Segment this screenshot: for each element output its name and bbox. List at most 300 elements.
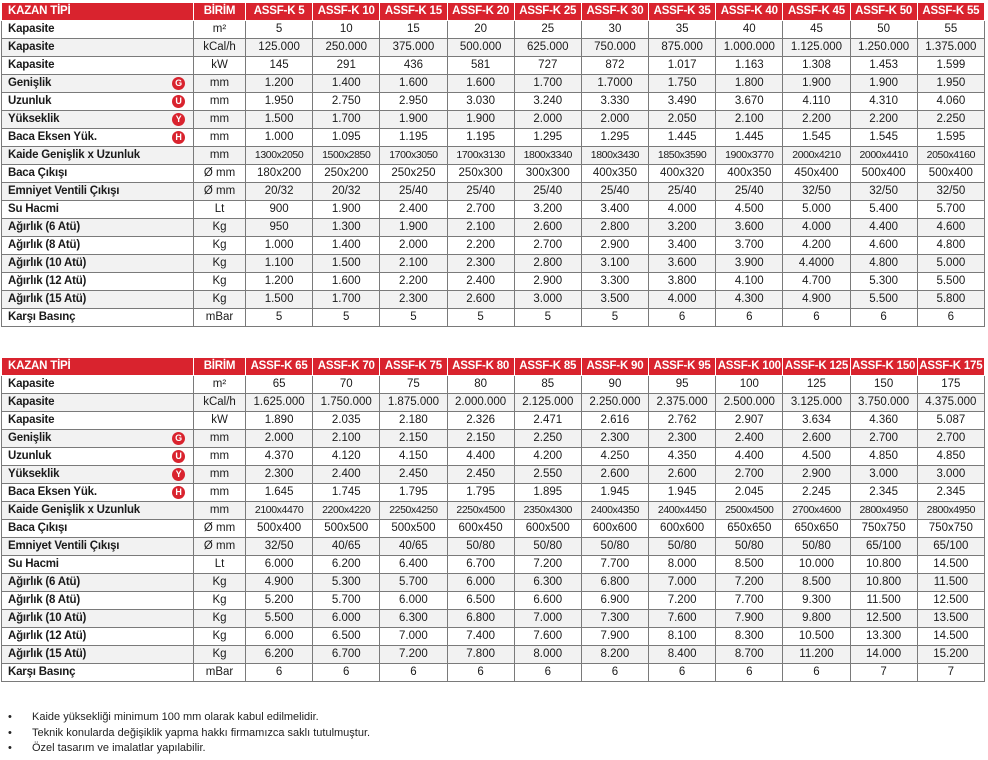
value-cell: 7.900	[716, 610, 783, 628]
unit-cell: mm	[194, 111, 246, 129]
value-cell: 1.453	[850, 57, 917, 75]
column-header-model: ASSF-K 65	[246, 358, 313, 376]
value-cell: 6.300	[380, 610, 447, 628]
value-cell: 6.200	[313, 556, 380, 574]
value-cell: 180x200	[246, 165, 313, 183]
value-cell: 4.400	[850, 219, 917, 237]
value-cell: 2.000	[514, 111, 581, 129]
value-cell: 4.350	[649, 448, 716, 466]
value-cell: 90	[581, 376, 648, 394]
value-cell: 600x600	[649, 520, 716, 538]
value-cell: 5.800	[917, 291, 984, 309]
row-label-text: Karşı Basınç	[8, 311, 76, 323]
value-cell: 1.600	[447, 75, 514, 93]
row-label	[2, 309, 194, 327]
table-row	[2, 484, 985, 502]
row-label	[2, 57, 194, 75]
table-row	[2, 291, 985, 309]
value-cell: 6.500	[313, 628, 380, 646]
value-cell: 100	[716, 376, 783, 394]
value-cell: 4.000	[649, 201, 716, 219]
value-cell: 2.471	[514, 412, 581, 430]
value-cell: 8.100	[649, 628, 716, 646]
row-label	[2, 21, 194, 39]
value-cell: 4.360	[850, 412, 917, 430]
row-label	[2, 183, 194, 201]
row-label	[2, 93, 194, 111]
value-cell: 4.120	[313, 448, 380, 466]
value-cell: 650x650	[783, 520, 850, 538]
value-cell: 1.700	[313, 291, 380, 309]
value-cell: 2.200	[380, 273, 447, 291]
table-row	[2, 147, 985, 165]
row-label	[2, 592, 194, 610]
value-cell: 95	[649, 376, 716, 394]
value-cell: 4.700	[783, 273, 850, 291]
row-label-text: Kapasite	[8, 23, 55, 35]
value-cell: 8.500	[783, 574, 850, 592]
unit-cell: mm	[194, 147, 246, 165]
value-cell: 6	[850, 309, 917, 327]
value-cell: 2800x4950	[917, 502, 984, 520]
value-cell: 2.250	[917, 111, 984, 129]
value-cell: 3.490	[649, 93, 716, 111]
value-cell: 3.200	[514, 201, 581, 219]
value-cell: 2.326	[447, 412, 514, 430]
value-cell: 3.300	[581, 273, 648, 291]
value-cell: 2.050	[649, 111, 716, 129]
value-cell: 500x500	[313, 520, 380, 538]
value-cell: 3.700	[716, 237, 783, 255]
value-cell: 2.907	[716, 412, 783, 430]
table-row	[2, 466, 985, 484]
value-cell: 50/80	[447, 538, 514, 556]
value-cell: 14.000	[850, 646, 917, 664]
value-cell: 1.945	[649, 484, 716, 502]
unit-cell: Kg	[194, 592, 246, 610]
value-cell: 1.445	[649, 129, 716, 147]
value-cell: 5	[380, 309, 447, 327]
value-cell: 40/65	[380, 538, 447, 556]
header-row	[2, 3, 985, 21]
row-label-text: Kapasite	[8, 378, 55, 390]
value-cell: 2.100	[313, 430, 380, 448]
value-cell: 7.800	[447, 646, 514, 664]
unit-cell: m²	[194, 376, 246, 394]
value-cell: 4.110	[783, 93, 850, 111]
table-row	[2, 93, 985, 111]
value-cell: 1.625.000	[246, 394, 313, 412]
row-label	[2, 610, 194, 628]
value-cell: 400x350	[716, 165, 783, 183]
value-cell: 25	[514, 21, 581, 39]
value-cell: 500x400	[850, 165, 917, 183]
unit-cell: Kg	[194, 610, 246, 628]
value-cell: 2.375.000	[649, 394, 716, 412]
value-cell: 2400x4450	[649, 502, 716, 520]
value-cell: 6.600	[514, 592, 581, 610]
unit-cell: Kg	[194, 574, 246, 592]
table-row	[2, 520, 985, 538]
value-cell: 600x450	[447, 520, 514, 538]
column-header-model: ASSF-K 95	[649, 358, 716, 376]
value-cell: 8.500	[716, 556, 783, 574]
value-cell: 4.500	[783, 448, 850, 466]
unit-cell: mm	[194, 129, 246, 147]
table-row	[2, 129, 985, 147]
value-cell: 32/50	[246, 538, 313, 556]
column-header-model: ASSF-K 35	[649, 3, 716, 21]
value-cell: 4.370	[246, 448, 313, 466]
value-cell: 3.240	[514, 93, 581, 111]
column-header-type: KAZAN TİPİ	[2, 3, 194, 21]
value-cell: 3.030	[447, 93, 514, 111]
row-label	[2, 147, 194, 165]
unit-cell: Kg	[194, 646, 246, 664]
value-cell: 5.700	[380, 574, 447, 592]
value-cell: 125.000	[246, 39, 313, 57]
value-cell: 3.500	[581, 291, 648, 309]
row-label	[2, 129, 194, 147]
row-label	[2, 430, 194, 448]
row-label	[2, 201, 194, 219]
value-cell: 6.400	[380, 556, 447, 574]
value-cell: 4.000	[649, 291, 716, 309]
value-cell: 750x750	[917, 520, 984, 538]
column-header-model: ASSF-K 15	[380, 3, 447, 21]
value-cell: 900	[246, 201, 313, 219]
value-cell: 1.295	[581, 129, 648, 147]
value-cell: 25/40	[447, 183, 514, 201]
dimension-badge: Y	[172, 468, 185, 481]
value-cell: 1.795	[447, 484, 514, 502]
value-cell: 250x200	[313, 165, 380, 183]
row-label	[2, 165, 194, 183]
dimension-badge: H	[172, 486, 185, 499]
value-cell: 5.700	[917, 201, 984, 219]
value-cell: 1.300	[313, 219, 380, 237]
value-cell: 4.900	[246, 574, 313, 592]
value-cell: 25/40	[380, 183, 447, 201]
value-cell: 175	[917, 376, 984, 394]
value-cell: 2.100	[447, 219, 514, 237]
table-row	[2, 664, 985, 682]
unit-cell: Ø mm	[194, 520, 246, 538]
value-cell: 9.300	[783, 592, 850, 610]
row-label-text: Ağırlık (12 Atü)	[8, 275, 87, 287]
value-cell: 70	[313, 376, 380, 394]
value-cell: 2.345	[850, 484, 917, 502]
value-cell: 6.000	[380, 592, 447, 610]
column-header-model: ASSF-K 25	[514, 3, 581, 21]
value-cell: 5.500	[850, 291, 917, 309]
value-cell: 5.300	[850, 273, 917, 291]
value-cell: 1.7000	[581, 75, 648, 93]
value-cell: 7.700	[716, 592, 783, 610]
value-cell: 1.195	[380, 129, 447, 147]
value-cell: 4.850	[850, 448, 917, 466]
unit-cell: mBar	[194, 664, 246, 682]
value-cell: 4.300	[716, 291, 783, 309]
row-label	[2, 556, 194, 574]
value-cell: 950	[246, 219, 313, 237]
value-cell: 1.595	[917, 129, 984, 147]
unit-cell: mm	[194, 93, 246, 111]
value-cell: 1.950	[246, 93, 313, 111]
dimension-badge: G	[172, 432, 185, 445]
value-cell: 3.400	[581, 201, 648, 219]
row-label	[2, 484, 194, 502]
value-cell: 450x400	[783, 165, 850, 183]
value-cell: 5.200	[246, 592, 313, 610]
column-header-model: ASSF-K 50	[850, 3, 917, 21]
value-cell: 11.200	[783, 646, 850, 664]
value-cell: 125	[783, 376, 850, 394]
value-cell: 2.900	[581, 237, 648, 255]
row-label-text: Kapasite	[8, 59, 55, 71]
value-cell: 1700x3130	[447, 147, 514, 165]
row-label	[2, 394, 194, 412]
value-cell: 10.500	[783, 628, 850, 646]
value-cell: 1.000.000	[716, 39, 783, 57]
unit-cell: mm	[194, 448, 246, 466]
value-cell: 1.700	[313, 111, 380, 129]
bullet-icon: •	[8, 726, 12, 739]
column-header-model: ASSF-K 20	[447, 3, 514, 21]
value-cell: 7.000	[514, 610, 581, 628]
table-row	[2, 430, 985, 448]
value-cell: 6.000	[246, 556, 313, 574]
row-label-text: Uzunluk	[8, 95, 52, 107]
value-cell: 5	[246, 21, 313, 39]
value-cell: 2.800	[514, 255, 581, 273]
value-cell: 50/80	[514, 538, 581, 556]
value-cell: 25/40	[716, 183, 783, 201]
value-cell: 250x300	[447, 165, 514, 183]
value-cell: 8.200	[581, 646, 648, 664]
row-label	[2, 466, 194, 484]
value-cell: 5	[514, 309, 581, 327]
value-cell: 7.000	[380, 628, 447, 646]
value-cell: 4.4000	[783, 255, 850, 273]
value-cell: 1.599	[917, 57, 984, 75]
value-cell: 2.125.000	[514, 394, 581, 412]
value-cell: 50/80	[581, 538, 648, 556]
unit-cell: Lt	[194, 556, 246, 574]
value-cell: 20/32	[313, 183, 380, 201]
row-label-text: Yükseklik	[8, 468, 60, 480]
row-label	[2, 538, 194, 556]
value-cell: 5.500	[246, 610, 313, 628]
value-cell: 2.300	[380, 291, 447, 309]
unit-cell: mm	[194, 430, 246, 448]
value-cell: 1.645	[246, 484, 313, 502]
value-cell: 2.250.000	[581, 394, 648, 412]
value-cell: 6	[649, 664, 716, 682]
value-cell: 1.545	[850, 129, 917, 147]
row-label	[2, 376, 194, 394]
value-cell: 1.745	[313, 484, 380, 502]
value-cell: 2.345	[917, 484, 984, 502]
value-cell: 1.500	[246, 111, 313, 129]
value-cell: 2.000	[246, 430, 313, 448]
value-cell: 145	[246, 57, 313, 75]
table-row	[2, 394, 985, 412]
value-cell: 7.600	[649, 610, 716, 628]
value-cell: 2.400	[447, 273, 514, 291]
table-row	[2, 21, 985, 39]
table-row	[2, 183, 985, 201]
value-cell: 1.545	[783, 129, 850, 147]
value-cell: 7.200	[716, 574, 783, 592]
value-cell: 11.500	[917, 574, 984, 592]
table-row	[2, 376, 985, 394]
value-cell: 4.800	[917, 237, 984, 255]
value-cell: 1850x3590	[649, 147, 716, 165]
row-label	[2, 273, 194, 291]
value-cell: 2.550	[514, 466, 581, 484]
row-label-text: Emniyet Ventili Çıkışı	[8, 540, 120, 552]
value-cell: 2.700	[716, 466, 783, 484]
spec-table-1	[1, 2, 985, 327]
value-cell: 3.600	[716, 219, 783, 237]
table-row	[2, 57, 985, 75]
value-cell: 2.400	[716, 430, 783, 448]
value-cell: 6	[514, 664, 581, 682]
value-cell: 6	[246, 664, 313, 682]
value-cell: 65/100	[917, 538, 984, 556]
value-cell: 2.035	[313, 412, 380, 430]
value-cell: 1.100	[246, 255, 313, 273]
value-cell: 6	[716, 664, 783, 682]
value-cell: 10.000	[783, 556, 850, 574]
value-cell: 500x400	[246, 520, 313, 538]
value-cell: 500x500	[380, 520, 447, 538]
note-text: Kaide yüksekliği minimum 100 mm olarak kabul edilmelidir.	[32, 711, 319, 723]
value-cell: 32/50	[783, 183, 850, 201]
dimension-badge: G	[172, 77, 185, 90]
unit-cell: mm	[194, 75, 246, 93]
value-cell: 8.700	[716, 646, 783, 664]
value-cell: 6	[380, 664, 447, 682]
table-row	[2, 448, 985, 466]
value-cell: 2000x4210	[783, 147, 850, 165]
column-header-unit: BİRİM	[194, 3, 246, 21]
value-cell: 4.400	[716, 448, 783, 466]
value-cell: 40	[716, 21, 783, 39]
value-cell: 50/80	[716, 538, 783, 556]
value-cell: 2.616	[581, 412, 648, 430]
value-cell: 25/40	[514, 183, 581, 201]
unit-cell: Ø mm	[194, 165, 246, 183]
value-cell: 375.000	[380, 39, 447, 57]
value-cell: 4.600	[917, 219, 984, 237]
table-row	[2, 165, 985, 183]
dimension-badge: U	[172, 450, 185, 463]
value-cell: 2.200	[447, 237, 514, 255]
row-label-text: Uzunluk	[8, 450, 52, 462]
value-cell: 2.800	[581, 219, 648, 237]
value-cell: 65	[246, 376, 313, 394]
column-header-model: ASSF-K 70	[313, 358, 380, 376]
value-cell: 2.000	[380, 237, 447, 255]
value-cell: 6.300	[514, 574, 581, 592]
value-cell: 1.600	[380, 75, 447, 93]
value-cell: 85	[514, 376, 581, 394]
row-label-text: Su Hacmi	[8, 558, 59, 570]
row-label	[2, 574, 194, 592]
column-header-model: ASSF-K 45	[783, 3, 850, 21]
value-cell: 2.600	[649, 466, 716, 484]
value-cell: 400x320	[649, 165, 716, 183]
value-cell: 2.600	[514, 219, 581, 237]
row-label	[2, 646, 194, 664]
value-cell: 2.180	[380, 412, 447, 430]
row-label-text: Kaide Genişlik x Uzunluk	[8, 149, 140, 161]
value-cell: 1.600	[313, 273, 380, 291]
value-cell: 1800x3340	[514, 147, 581, 165]
value-cell: 6.700	[447, 556, 514, 574]
row-label-text: Kapasite	[8, 41, 55, 53]
column-header-model: ASSF-K 125	[783, 358, 850, 376]
value-cell: 291	[313, 57, 380, 75]
value-cell: 8.000	[649, 556, 716, 574]
value-cell: 6.700	[313, 646, 380, 664]
value-cell: 4.500	[716, 201, 783, 219]
value-cell: 500x400	[917, 165, 984, 183]
value-cell: 10	[313, 21, 380, 39]
value-cell: 650x650	[716, 520, 783, 538]
value-cell: 1.400	[313, 75, 380, 93]
value-cell: 3.100	[581, 255, 648, 273]
value-cell: 3.634	[783, 412, 850, 430]
value-cell: 4.375.000	[917, 394, 984, 412]
value-cell: 2200x4220	[313, 502, 380, 520]
value-cell: 6	[313, 664, 380, 682]
value-cell: 15	[380, 21, 447, 39]
value-cell: 3.000	[850, 466, 917, 484]
table-row	[2, 412, 985, 430]
value-cell: 250.000	[313, 39, 380, 57]
table-row	[2, 201, 985, 219]
table-row	[2, 219, 985, 237]
value-cell: 2800x4950	[850, 502, 917, 520]
row-label-text: Su Hacmi	[8, 203, 59, 215]
column-header-model: ASSF-K 10	[313, 3, 380, 21]
value-cell: 15.200	[917, 646, 984, 664]
value-cell: 581	[447, 57, 514, 75]
value-cell: 1900x3770	[716, 147, 783, 165]
unit-cell: Kg	[194, 237, 246, 255]
value-cell: 50/80	[783, 538, 850, 556]
unit-cell: m²	[194, 21, 246, 39]
table-row	[2, 39, 985, 57]
row-label-text: Yükseklik	[8, 113, 60, 125]
unit-cell: mm	[194, 484, 246, 502]
row-label-text: Ağırlık (10 Atü)	[8, 257, 87, 269]
value-cell: 1.750.000	[313, 394, 380, 412]
note-item	[8, 726, 370, 742]
row-label	[2, 291, 194, 309]
row-label-text: Ağırlık (15 Atü)	[8, 293, 87, 305]
value-cell: 32/50	[850, 183, 917, 201]
value-cell: 25/40	[649, 183, 716, 201]
header-row	[2, 358, 985, 376]
row-label-text: Ağırlık (12 Atü)	[8, 630, 87, 642]
value-cell: 2.200	[783, 111, 850, 129]
unit-cell: Kg	[194, 628, 246, 646]
value-cell: 7.600	[514, 628, 581, 646]
